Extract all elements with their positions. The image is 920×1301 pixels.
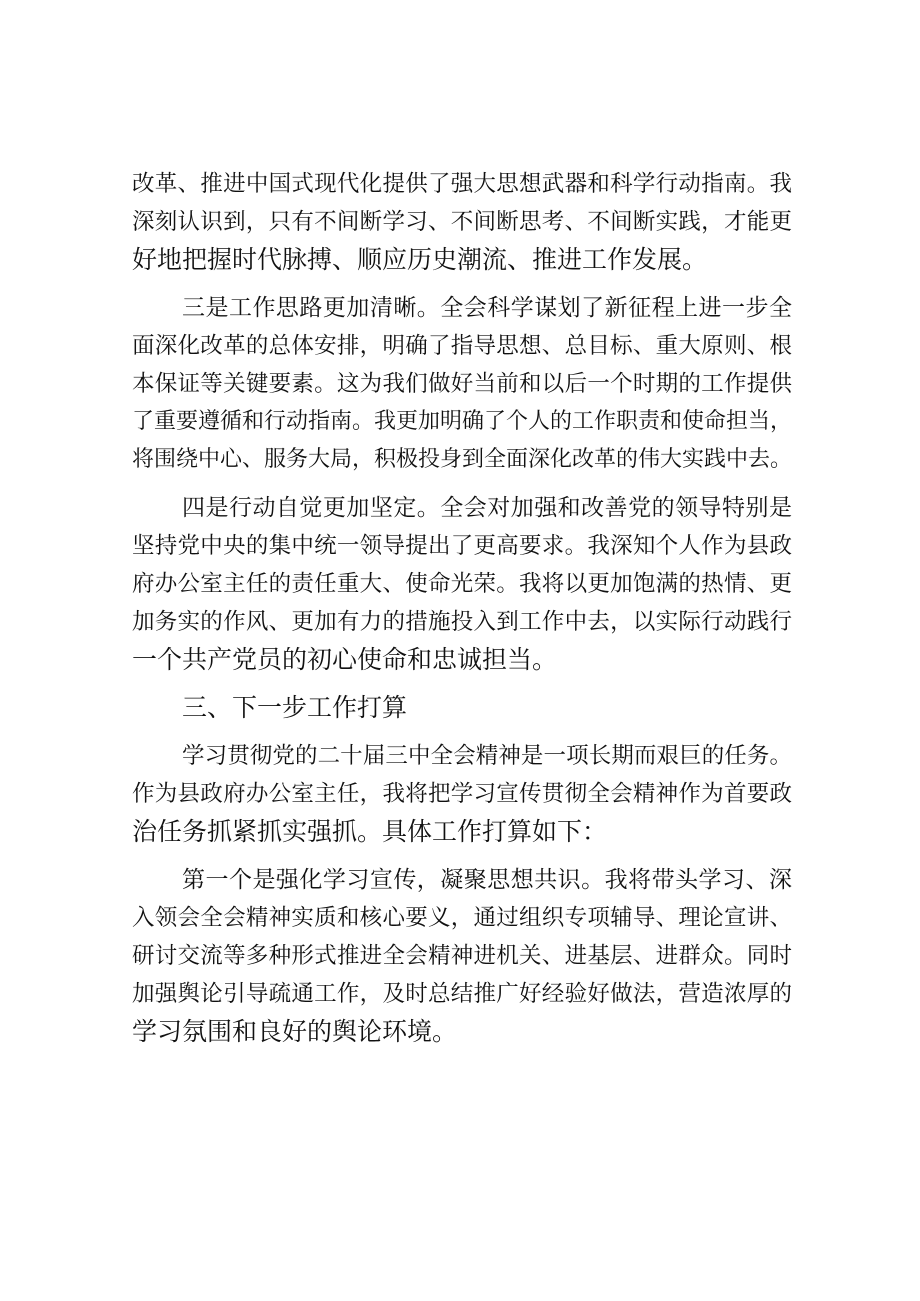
paragraph-6	[132, 861, 792, 1051]
text-line: 三是工作思路更加清晰。全会科学谋划了新征程上进一步全	[182, 295, 792, 321]
paragraph-3	[132, 489, 792, 679]
text-line: 入领会全会精神实质和核心要义，通过组织专项辅导、理论宣讲、	[132, 905, 792, 931]
text-line: 好地把握时代脉搏、顺应历史潮流、推进工作发展。	[132, 245, 708, 274]
text-line: 作为县政府办公室主任，我将把学习宣传贯彻全会精神作为首要政	[132, 781, 792, 807]
text-line: 面深化改革的总体安排，明确了指导思想、总目标、重大原则、根	[132, 333, 792, 359]
text-line: 治任务抓紧抓实强抓。具体工作打算如下：	[132, 817, 608, 846]
text-line: 学习贯彻党的二十届三中全会精神是一项长期而艰巨的任务。	[182, 743, 792, 769]
heading-line: 三、下一步工作打算	[182, 693, 408, 722]
section-heading	[132, 689, 792, 727]
paragraph-5	[132, 737, 792, 851]
text-line: 深刻认识到，只有不间断学习、不间断思考、不间断实践，才能更	[132, 209, 792, 235]
text-line: 研讨交流等多种形式推进全会精神进机关、进基层、进群众。同时	[132, 943, 792, 969]
text-line: 第一个是强化学习宣传，凝聚思想共识。我将带头学习、深	[182, 867, 792, 893]
document-body	[132, 165, 792, 1061]
text-line: 本保证等关键要素。这为我们做好当前和以后一个时期的工作提供	[132, 371, 792, 397]
text-line: 改革、推进中国式现代化提供了强大思想武器和科学行动指南。我	[132, 171, 792, 197]
text-line: 加务实的作风、更加有力的措施投入到工作中去，以实际行动践行	[132, 609, 792, 635]
paragraph-2	[132, 289, 792, 479]
text-line: 学习氛围和良好的舆论环境。	[132, 1017, 458, 1046]
text-line: 将围绕中心、服务大局，积极投身到全面深化改革的伟大实践中去。	[132, 447, 793, 472]
text-line: 了重要遵循和行动指南。我更加明确了个人的工作职责和使命担当，	[132, 409, 793, 434]
paragraph-1	[132, 165, 792, 279]
text-line: 加强舆论引导疏通工作，及时总结推广好经验好做法，营造浓厚的	[132, 981, 792, 1007]
text-line: 四是行动自觉更加坚定。全会对加强和改善党的领导特别是	[182, 495, 792, 521]
text-line: 一个共产党员的初心使命和忠诚担当。	[132, 645, 558, 674]
text-line: 府办公室主任的责任重大、使命光荣。我将以更加饱满的热情、更	[132, 571, 792, 597]
text-line: 坚持党中央的集中统一领导提出了更高要求。我深知个人作为县政	[132, 533, 792, 559]
